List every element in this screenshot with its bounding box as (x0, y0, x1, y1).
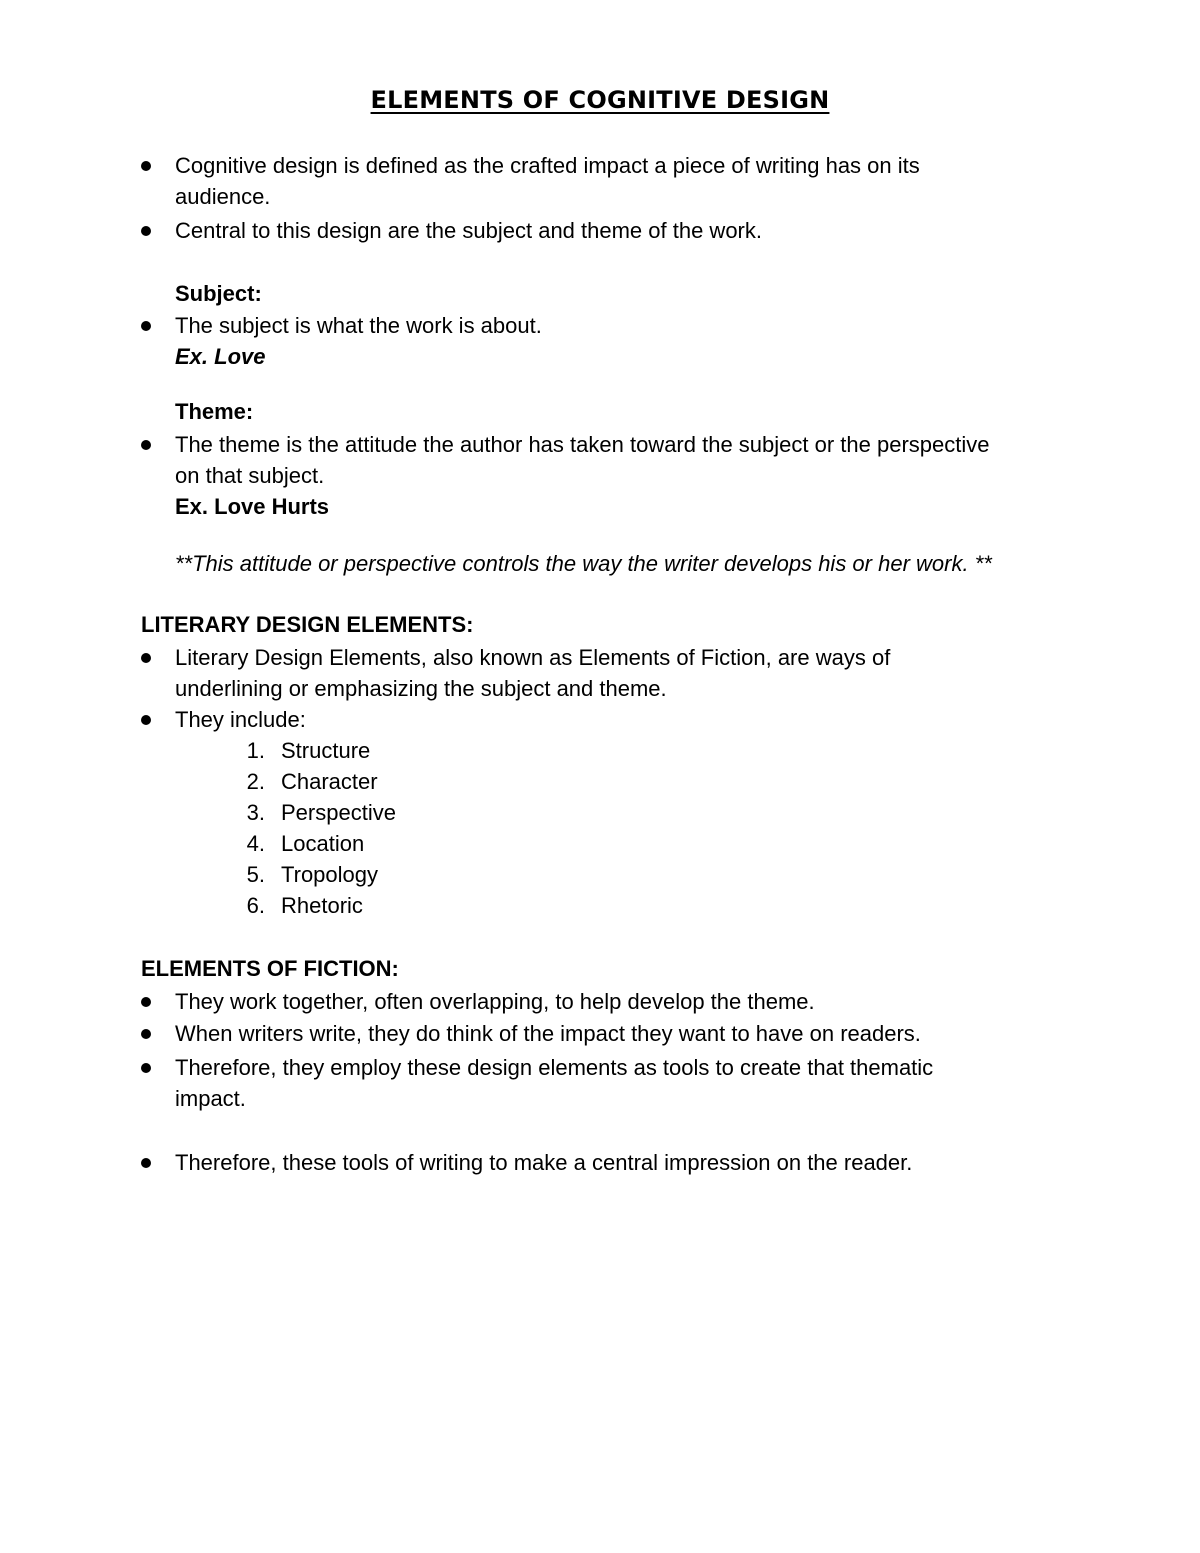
bullet-icon (141, 653, 151, 663)
fiction-bullet-2: When writers write, they do think of the impact they want to have on readers. (175, 1021, 921, 1046)
subject-heading: Subject: (175, 281, 262, 306)
fiction-bullet-3-line-1: Therefore, they employ these design elements as tools to create that thematic (175, 1055, 934, 1080)
list-item-number: 4. (246, 831, 265, 856)
theme-example: Ex. Love Hurts (175, 494, 330, 519)
intro-bullet-1-line-1: Cognitive design is defined as the crafted impact a piece of writing has on its (175, 153, 920, 178)
fiction-heading: ELEMENTS OF FICTION: (141, 956, 399, 981)
intro-bullet-2: Central to this design are the subject and theme of the work. (175, 218, 762, 243)
list-item: Location (281, 831, 365, 856)
bullet-icon (141, 1029, 151, 1039)
list-item: Tropology (281, 862, 379, 887)
bullet-icon (141, 715, 151, 725)
bullet-icon (141, 1158, 151, 1168)
fiction-bullet-1: They work together, often overlapping, to help develop the theme. (175, 989, 815, 1014)
list-item-number: 1. (246, 738, 265, 763)
intro-bullet-1-line-2: audience. (175, 184, 271, 209)
list-item: Perspective (281, 800, 396, 825)
subject-example: Ex. Love (175, 344, 266, 369)
bullet-icon (141, 1063, 151, 1073)
literary-bullet-1-line-2: underlining or emphasizing the subject and theme. (175, 676, 667, 701)
list-item-number: 6. (246, 893, 265, 918)
list-item: Rhetoric (281, 893, 363, 918)
literary-bullet-1-line-1: Literary Design Elements, also known as Elements of Fiction, are ways of (175, 645, 891, 670)
theme-bullet-line-2: on that subject. (175, 463, 325, 488)
theme-heading: Theme: (175, 399, 254, 424)
bullet-icon (141, 161, 151, 171)
subject-bullet: The subject is what the work is about. (175, 313, 542, 338)
list-item-number: 3. (246, 800, 265, 825)
list-item-number: 5. (246, 862, 265, 887)
list-item: Character (281, 769, 378, 794)
literary-bullet-2: They include: (175, 707, 306, 732)
bullet-icon (141, 997, 151, 1007)
fiction-bullet-3-line-2: impact. (175, 1086, 246, 1111)
bullet-icon (141, 440, 151, 450)
theme-note: **This attitude or perspective controls the way the writer develops his or her work. ** (175, 551, 992, 576)
fiction-bullet-4: Therefore, these tools of writing to make a central impression on the reader. (175, 1150, 913, 1175)
list-item: Structure (281, 738, 371, 763)
bullet-icon (141, 321, 151, 331)
literary-heading: LITERARY DESIGN ELEMENTS: (141, 612, 474, 637)
theme-bullet-line-1: The theme is the attitude the author has taken toward the subject or the perspective (175, 432, 990, 457)
bullet-icon (141, 226, 151, 236)
page-title: ELEMENTS OF COGNITIVE DESIGN (370, 86, 830, 114)
list-item-number: 2. (246, 769, 265, 794)
